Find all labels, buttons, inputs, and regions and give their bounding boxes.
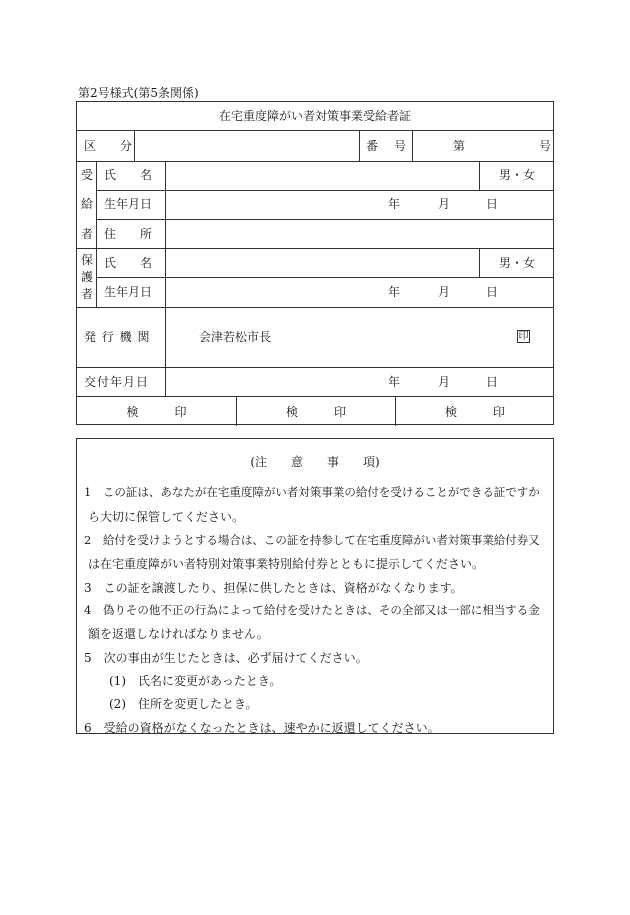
- issuer-value: 会津若松市長: [199, 330, 272, 344]
- recipient-group-char: 者: [81, 227, 94, 241]
- notice-line: 2 給付を受けようとする場合は、この証を持参して在宅重度障がい者対策事業給付券又: [84, 533, 540, 547]
- rule: [359, 130, 360, 161]
- rule: [479, 248, 480, 277]
- rule: [77, 130, 553, 131]
- rule: [412, 130, 413, 161]
- guardian-group-char: 保: [81, 253, 94, 267]
- guardian-birth-month-unit: 月: [438, 285, 451, 299]
- rule: [77, 307, 553, 308]
- issue-year-unit: 年: [388, 375, 401, 389]
- guardian-birth-year-unit: 年: [388, 285, 401, 299]
- notice-box: [76, 438, 554, 734]
- guardian-group-char: 護: [81, 270, 94, 284]
- number-label: 番 号: [366, 139, 409, 153]
- rule: [165, 161, 166, 396]
- notice-subitem: (2) 住所を変更したとき。: [109, 697, 258, 711]
- recipient-birth-month-unit: 月: [438, 197, 451, 211]
- guardian-birth-day-unit: 日: [486, 285, 499, 299]
- notice-line: 額を返還しなければなりません。: [88, 627, 269, 641]
- rule: [77, 396, 553, 397]
- guardian-sex: 男・女: [499, 256, 536, 270]
- recipient-sex: 男・女: [499, 168, 536, 182]
- inspection-cell: 検 印: [285, 405, 346, 419]
- recipient-group-char: 受: [81, 168, 94, 182]
- rule: [77, 248, 553, 249]
- issue-month-unit: 月: [438, 375, 451, 389]
- recipient-address-label: 住 所: [104, 227, 153, 241]
- recipient-birth-year-unit: 年: [388, 197, 401, 211]
- rule: [96, 161, 97, 307]
- recipient-birth-label: 生年月日: [104, 197, 153, 211]
- rule: [479, 161, 480, 190]
- form-number-label: 第2号様式(第5条関係): [78, 86, 199, 100]
- notice-line: ら大切に保管してください。: [88, 510, 245, 524]
- guardian-group-char: 者: [81, 287, 94, 301]
- issue-day-unit: 日: [486, 375, 499, 389]
- notice-subitem: (1) 氏名に変更があったとき。: [109, 674, 282, 688]
- certificate-table: [76, 101, 554, 425]
- rule: [77, 367, 553, 368]
- recipient-group-char: 給: [81, 197, 94, 211]
- notice-line: 6 受給の資格がなくなったときは、速やかに返還してください。: [84, 721, 440, 735]
- number-prefix: 第: [453, 139, 466, 153]
- rule: [77, 161, 553, 162]
- recipient-birth-day-unit: 日: [486, 197, 499, 211]
- seal-mark: 印: [518, 331, 529, 342]
- number-suffix: 号: [539, 139, 552, 153]
- notice-line: 5 次の事由が生じたときは、必ず届けてください。: [84, 651, 368, 665]
- certificate-title: 在宅重度障がい者対策事業受給者証: [218, 109, 411, 123]
- notice-heading: (注 意 事 項): [250, 455, 380, 469]
- notice-line: は在宅重度障がい者特別対策事業特別給付券とともに提示してください。: [88, 557, 485, 571]
- guardian-birth-label: 生年月日: [104, 285, 153, 299]
- notice-line: 3 この証を譲渡したり、担保に供したときは、資格がなくなります。: [84, 581, 463, 595]
- issue-date-label: 交付年月日: [84, 375, 150, 389]
- inspection-cell: 検 印: [126, 405, 187, 419]
- category-label: 区 分: [84, 139, 139, 153]
- guardian-name-label: 氏 名: [104, 256, 153, 270]
- notice-line: 1 この証は、あなたが在宅重度障がい者対策事業の給付を受けることができる証ですか: [84, 485, 540, 499]
- notice-line: 4 偽りその他不正の行為によって給付を受けたときは、その全部又は一部に相当する金: [84, 603, 540, 617]
- issuer-label: 発 行 機 関: [84, 330, 151, 344]
- inspection-cell: 検 印: [444, 405, 505, 419]
- recipient-name-label: 氏 名: [104, 168, 153, 182]
